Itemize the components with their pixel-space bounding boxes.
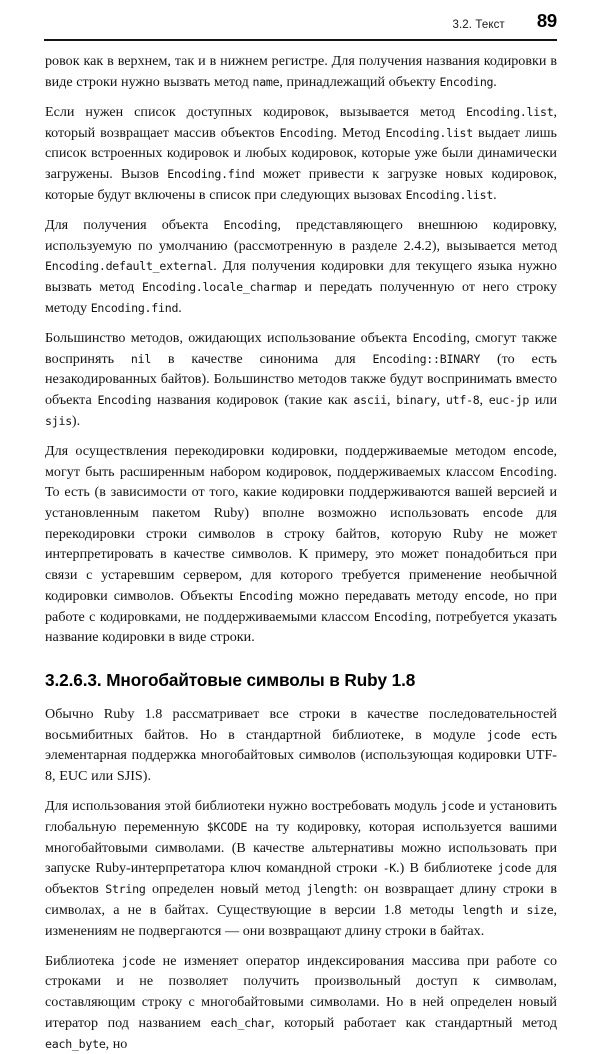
inline-code: $KCODE [206,820,248,834]
body-paragraph: Для получения объекта Encoding, представляющего внешнюю кодировку, используемую по умолчанию (рассмотренную в разделе 2.4.2), вызывается метод Encoding.default_external. Для получения кодировки для текущего языка нужно вызвать метод Encoding.locale_charmap и передать полученную от него строку методу Encoding.find. [45,216,558,316]
inline-code: Encoding [223,217,278,232]
body-paragraph: Библиотека jcode не изменяет оператор индексирования массива при работе со строками и не позволяет получить произвольный доступ к символам, составляющим строку с многобайтовыми символами. Но в ней определен новый итератор под названием each_char, который работает как стандартный метод each_byte, но [45,952,558,1052]
inline-code: Encoding.find [167,167,255,182]
inline-code: Encoding.locale_charmap [141,280,297,295]
body-paragraph: Если нужен список доступных кодировок, вызывается метод Encoding.list, который возвращает массив объектов Encoding. Метод Encoding.list выдает лишь список встроенных кодировок и любых кодировок, которые уже были динамически загружены. Вызов Encoding.find может привести к загрузке новых кодировок, которые будут включены в список при следующих вызовах Encoding.list. [45,103,558,203]
inline-code: each_char [210,1015,272,1030]
body-paragraph: Для использования этой библиотеки нужно востребовать модуль jcode и установить глобальную переменную $KCODE на ту кодировку, которая используется вашими многобайтовыми символами. (В качестве альтернативы можно использовать при запуске Ruby-интерпретатора ключ командной строки -K.) В библиотеке jcode для объектов String определен новый метод jlength: он возвращает длину строки в символах, а не в байтах. Существующие в версии 1.8 методы length и size, изменениям не подвергаются — они возвращают длину строки в байтах. [45,798,557,939]
inline-code: Encoding [239,588,293,603]
body-paragraph: ровок как в верхнем, так и в нижнем регистре. Для получения названия кодировки в виде строки нужно вызвать метод name, принадлежащий объекту Encoding. [45,53,557,90]
inline-code: Encoding [373,609,428,624]
body-paragraph: Для осуществления перекодировки кодировки, поддерживаемые методом encode, могут быть расширенным набором кодировок, поддерживаемых классом Encoding. То есть (в зависимости от того, какие кодировки поддерживаются вашей версией и установленным пакетом Ruby) вполне возможно использовать encode для перекодировки строки символов в строку байтов, которую Ruby не может интерпретировать в качестве символов. К примеру, это может понадобиться при связи с устаревшим сервером, для которого требуется применение необычной кодировки символов. Объекты Encoding можно передавать методу encode, но при работе с кодировками, не поддерживаемыми классом Encoding, потребуется указать название кодировки в виде строки. [45,442,558,646]
inline-code: Encoding [499,464,554,479]
inline-code: Encoding.list [385,125,474,140]
inline-code: -K [382,861,397,876]
inline-code: encode [482,506,523,521]
inline-code: Encoding [412,330,467,345]
section-heading: 3.2.6.3. Многобайтовые символы в Ruby 1.8 [45,669,416,690]
inline-code: name [252,74,280,89]
inline-code: Encoding.list [465,104,554,119]
inline-code: each_byte [45,1036,106,1051]
inline-code: Encoding [279,125,334,140]
inline-code: utf-8 [445,393,480,408]
paragraphs-after-heading [45,704,557,1054]
inline-code: ascii [353,393,388,408]
inline-code: String [105,882,146,897]
inline-code: euc-jp [488,393,530,408]
inline-code: nil [130,351,152,366]
header-divider-rule [44,39,557,41]
inline-code: binary [396,393,437,408]
body-text-column [45,51,557,1054]
page-number: 89 [536,10,557,31]
running-header [45,10,557,36]
header-section-label: 3.2. Текст [452,19,505,31]
inline-code: jlength [306,882,354,897]
inline-code: jcode [440,799,475,814]
inline-code: jcode [121,953,156,968]
inline-code: Encoding [97,393,152,408]
inline-code: length [462,902,503,917]
body-paragraph: Обычно Ruby 1.8 рассматривает все строки в качестве последовательностей восьмибитных байтов. Но в стандартной библиотеке, в модуле jcode есть элементарная поддержка многобайтовых символов (использующая кодировки UTF-8, EUC или SJIS). [45,705,557,785]
inline-code: encode [464,588,505,603]
inline-code: jcode [486,727,521,742]
inline-code: Encoding.find [90,300,179,315]
inline-code: encode [513,443,554,458]
inline-code: Encoding.list [405,187,494,202]
inline-code: Encoding.default_external [45,259,214,274]
inline-code: jcode [497,861,532,876]
inline-code: sjis [45,413,72,428]
paragraphs-before-heading [45,51,557,648]
inline-code: size [526,902,554,917]
body-paragraph: Большинство методов, ожидающих использование объекта Encoding, смогут также воспринять nil в качестве синонима для Encoding::BINARY (то есть незакодированных байтов). Большинство методов также будут воспринимать вместо объекта Encoding названия кодировок (такие как ascii, binary, utf-8, euc-jp или sjis). [45,329,558,429]
inline-code: Encoding [439,74,494,89]
inline-code: Encoding::BINARY [372,351,481,366]
